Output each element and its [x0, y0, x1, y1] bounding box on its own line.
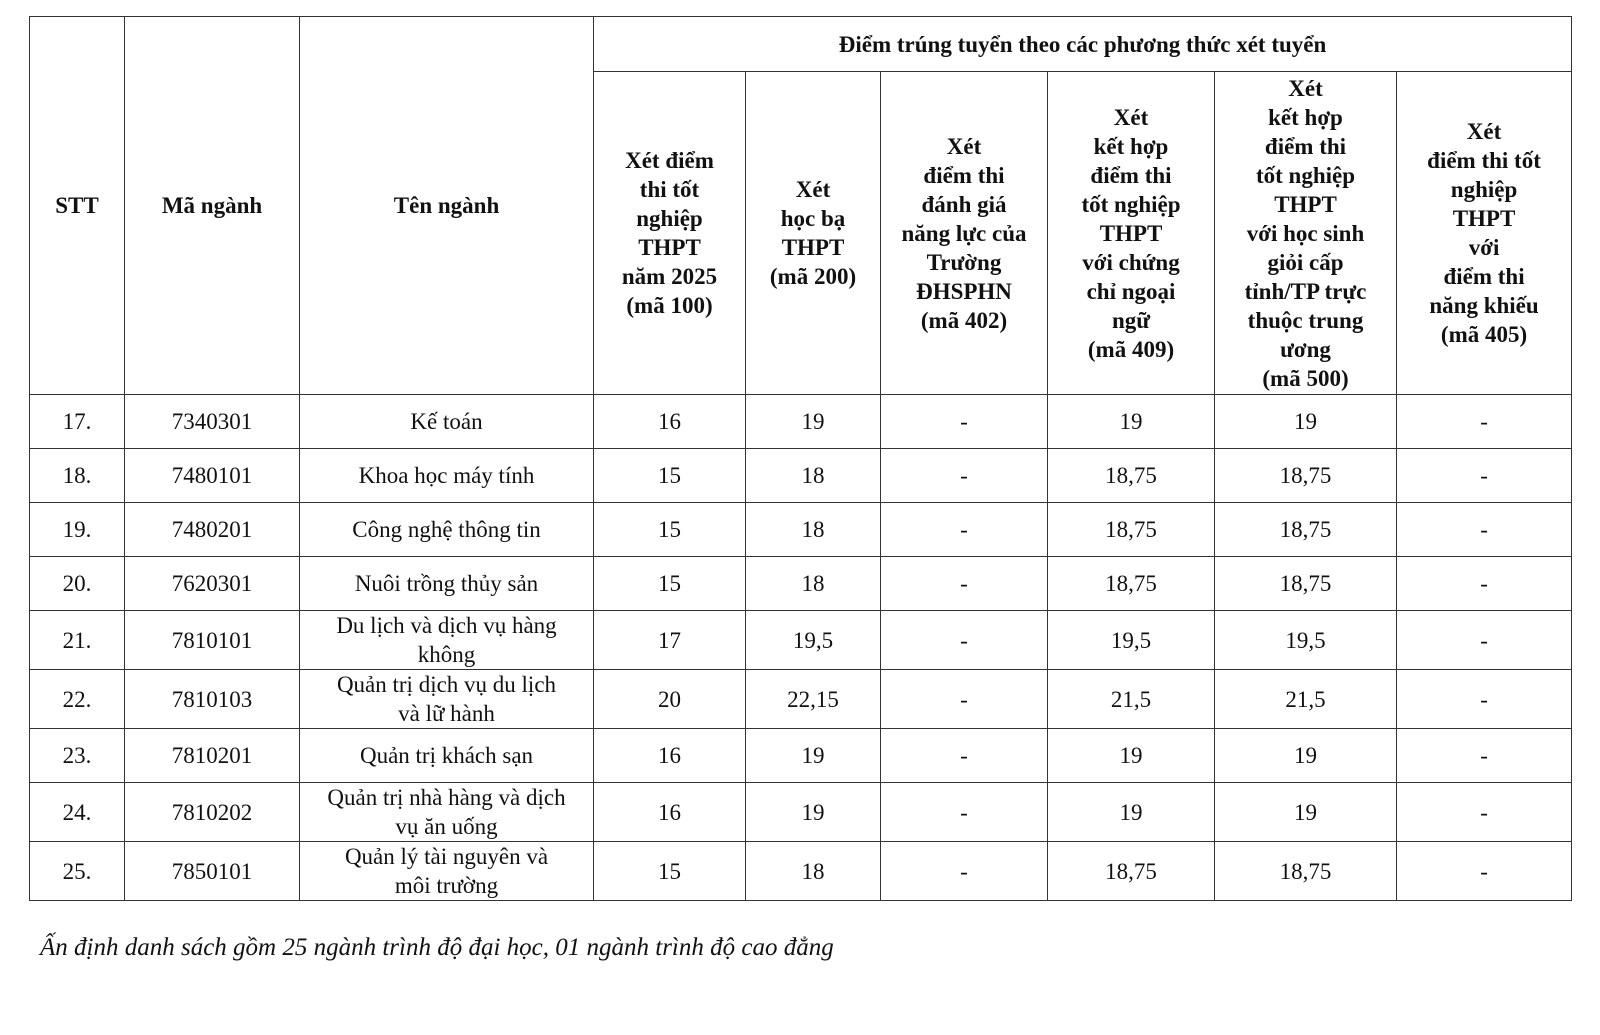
header-method-100	[594, 72, 746, 395]
header-method-500-line: ương	[1280, 336, 1331, 362]
row-major-name-line: Công nghệ thông tin	[352, 517, 541, 542]
header-method-405-line: Xét	[1466, 119, 1502, 144]
header-method-200	[746, 72, 881, 395]
score-method-500: 18,75	[1215, 449, 1397, 503]
row-major-name-line: Quản lý tài nguyên và	[344, 844, 549, 869]
table-row	[30, 783, 1572, 842]
score-method-409: 18,75	[1048, 557, 1215, 611]
row-major-name-line: Du lịch và dịch vụ hàng	[336, 613, 557, 638]
score-method-402: -	[881, 557, 1048, 611]
score-method-200: 18	[746, 842, 881, 901]
admission-score-table	[29, 16, 1572, 901]
header-method-402-line: (mã 402)	[920, 307, 1008, 333]
header-method-405-line: THPT	[1452, 206, 1516, 231]
score-method-500: 18,75	[1215, 557, 1397, 611]
table-row	[30, 842, 1572, 901]
row-stt: 24.	[30, 783, 125, 842]
row-major-name	[300, 395, 594, 449]
score-method-409: 18,75	[1048, 503, 1215, 557]
row-major-code: 7480201	[125, 503, 300, 557]
score-method-500: 18,75	[1215, 842, 1397, 901]
row-stt: 25.	[30, 842, 125, 901]
score-method-200: 18	[746, 557, 881, 611]
score-method-409: 19	[1048, 395, 1215, 449]
score-method-100: 16	[594, 729, 746, 783]
header-method-409-line: ngữ	[1111, 307, 1151, 333]
header-methods-group: Điểm trúng tuyển theo các phương thức xét tuyển	[594, 17, 1572, 72]
header-method-402-line: Trường	[926, 249, 1002, 275]
score-method-405: -	[1397, 842, 1572, 901]
score-method-405: -	[1397, 503, 1572, 557]
score-method-500: 19,5	[1215, 611, 1397, 670]
score-method-100: 16	[594, 783, 746, 842]
row-major-name-line: Kế toán	[410, 409, 483, 434]
row-major-name-line: không	[417, 642, 476, 667]
row-stt: 20.	[30, 557, 125, 611]
header-method-402-line: ĐHSPHN	[916, 278, 1012, 304]
header-major-code: Mã ngành	[125, 17, 300, 395]
row-major-name	[300, 449, 594, 503]
score-method-500: 21,5	[1215, 670, 1397, 729]
header-method-405-line: điểm thi tốt	[1427, 148, 1541, 173]
row-major-name-line: Quản trị khách sạn	[359, 743, 534, 768]
header-stt: STT	[30, 17, 125, 395]
header-method-405-line: năng khiếu	[1429, 293, 1539, 318]
score-method-409: 19,5	[1048, 611, 1215, 670]
header-method-100-line: (mã 100)	[626, 293, 713, 318]
score-method-402: -	[881, 395, 1048, 449]
score-method-100: 15	[594, 557, 746, 611]
score-method-402: -	[881, 449, 1048, 503]
row-major-code: 7810202	[125, 783, 300, 842]
row-major-code: 7810201	[125, 729, 300, 783]
header-method-409-line: điểm thi	[1090, 162, 1172, 188]
score-method-500: 19	[1215, 783, 1397, 842]
score-method-200: 19	[746, 395, 881, 449]
row-major-code: 7810103	[125, 670, 300, 729]
header-method-402-line: đánh giá	[921, 191, 1007, 217]
header-method-100-line: THPT	[638, 235, 701, 260]
header-method-500-line: Xét	[1288, 75, 1323, 101]
header-method-500-line: thuộc trung	[1247, 307, 1364, 333]
table-row	[30, 449, 1572, 503]
row-major-name-line: và lữ hành	[398, 701, 495, 726]
header-method-100-line: năm 2025	[621, 264, 718, 289]
row-major-name	[300, 729, 594, 783]
score-method-405: -	[1397, 611, 1572, 670]
table-row	[30, 503, 1572, 557]
score-method-100: 15	[594, 449, 746, 503]
row-major-code: 7850101	[125, 842, 300, 901]
score-method-100: 20	[594, 670, 746, 729]
score-method-500: 18,75	[1215, 503, 1397, 557]
score-method-200: 19,5	[746, 611, 881, 670]
header-method-500-line: điểm thi	[1264, 133, 1347, 159]
header-method-402-line: năng lực của	[901, 220, 1027, 246]
row-major-name	[300, 611, 594, 670]
row-major-name	[300, 783, 594, 842]
header-method-500-line: THPT	[1274, 191, 1337, 217]
header-method-409-line: Xét	[1113, 104, 1149, 130]
row-major-name-line: Quản trị nhà hàng và dịch	[327, 785, 566, 810]
score-method-402: -	[881, 783, 1048, 842]
header-method-500-line: tỉnh/TP trực	[1244, 278, 1367, 304]
score-method-200: 18	[746, 503, 881, 557]
table-row	[30, 670, 1572, 729]
row-major-name	[300, 842, 594, 901]
score-method-409: 19	[1048, 729, 1215, 783]
header-major-name: Tên ngành	[300, 17, 594, 395]
score-method-405: -	[1397, 557, 1572, 611]
header-method-500	[1215, 72, 1397, 395]
row-major-name	[300, 670, 594, 729]
row-major-code: 7340301	[125, 395, 300, 449]
row-major-name-line: môi trường	[394, 873, 499, 898]
row-major-name-line: Quản trị dịch vụ du lịch	[336, 672, 557, 697]
header-method-500-line: tốt nghiệp	[1255, 162, 1356, 188]
score-method-200: 19	[746, 729, 881, 783]
header-method-409	[1048, 72, 1215, 395]
header-method-405-line: nghiệp	[1450, 177, 1518, 202]
row-major-name-line: vụ ăn uống	[395, 814, 498, 839]
header-method-402	[881, 72, 1048, 395]
header-method-409-line: chỉ ngoại	[1086, 278, 1176, 304]
header-method-405	[1397, 72, 1572, 395]
score-method-409: 21,5	[1048, 670, 1215, 729]
header-method-409-line: (mã 409)	[1087, 336, 1175, 362]
score-method-500: 19	[1215, 729, 1397, 783]
header-method-402-line: điểm thi	[923, 162, 1005, 188]
score-method-100: 16	[594, 395, 746, 449]
table-row	[30, 611, 1572, 670]
score-method-100: 17	[594, 611, 746, 670]
score-method-402: -	[881, 503, 1048, 557]
score-method-200: 18	[746, 449, 881, 503]
table-row	[30, 395, 1572, 449]
row-major-name-line: Khoa học máy tính	[358, 463, 535, 488]
header-method-409-line: kết hợp	[1093, 133, 1169, 159]
row-major-code: 7620301	[125, 557, 300, 611]
header-method-100-line: nghiệp	[636, 206, 703, 231]
row-stt: 22.	[30, 670, 125, 729]
row-stt: 18.	[30, 449, 125, 503]
header-method-405-line: với	[1468, 235, 1500, 260]
row-major-name-line: Nuôi trồng thủy sản	[354, 571, 539, 596]
header-method-409-line: THPT	[1099, 220, 1163, 246]
score-method-200: 22,15	[746, 670, 881, 729]
header-method-500-line: (mã 500)	[1262, 365, 1349, 391]
score-method-409: 18,75	[1048, 842, 1215, 901]
header-method-500-line: giỏi cấp	[1267, 249, 1344, 275]
header-method-500-line: kết hợp	[1268, 104, 1343, 130]
header-method-405-line: điểm thi	[1443, 264, 1525, 289]
header-method-200-line: THPT	[781, 235, 845, 260]
score-method-402: -	[881, 729, 1048, 783]
score-method-405: -	[1397, 670, 1572, 729]
row-major-name	[300, 557, 594, 611]
header-method-200-line: (mã 200)	[769, 264, 857, 289]
row-stt: 23.	[30, 729, 125, 783]
header-method-200-line: học bạ	[780, 206, 846, 231]
score-method-200: 19	[746, 783, 881, 842]
score-method-100: 15	[594, 842, 746, 901]
score-method-402: -	[881, 670, 1048, 729]
row-major-name	[300, 503, 594, 557]
header-method-100-line: Xét điểm	[625, 148, 714, 173]
score-method-405: -	[1397, 395, 1572, 449]
header-method-405-line: (mã 405)	[1440, 322, 1528, 347]
table-row	[30, 729, 1572, 783]
row-stt: 17.	[30, 395, 125, 449]
row-stt: 21.	[30, 611, 125, 670]
score-method-409: 19	[1048, 783, 1215, 842]
score-method-405: -	[1397, 729, 1572, 783]
header-method-409-line: tốt nghiệp	[1081, 191, 1181, 217]
header-method-500-line: với học sinh	[1246, 220, 1365, 246]
row-major-code: 7480101	[125, 449, 300, 503]
row-major-code: 7810101	[125, 611, 300, 670]
score-method-409: 18,75	[1048, 449, 1215, 503]
score-method-405: -	[1397, 783, 1572, 842]
score-method-100: 15	[594, 503, 746, 557]
score-method-402: -	[881, 842, 1048, 901]
table-row	[30, 557, 1572, 611]
header-method-200-line: Xét	[795, 177, 831, 202]
header-method-402-line: Xét	[946, 133, 982, 159]
score-method-402: -	[881, 611, 1048, 670]
header-method-409-line: với chứng	[1082, 249, 1180, 275]
row-stt: 19.	[30, 503, 125, 557]
caption-note: Ấn định danh sách gồm 25 ngành trình độ đại học, 01 ngành trình độ cao đẳng	[40, 934, 834, 961]
score-method-405: -	[1397, 449, 1572, 503]
header-method-100-line: thi tốt	[639, 177, 700, 202]
score-method-500: 19	[1215, 395, 1397, 449]
